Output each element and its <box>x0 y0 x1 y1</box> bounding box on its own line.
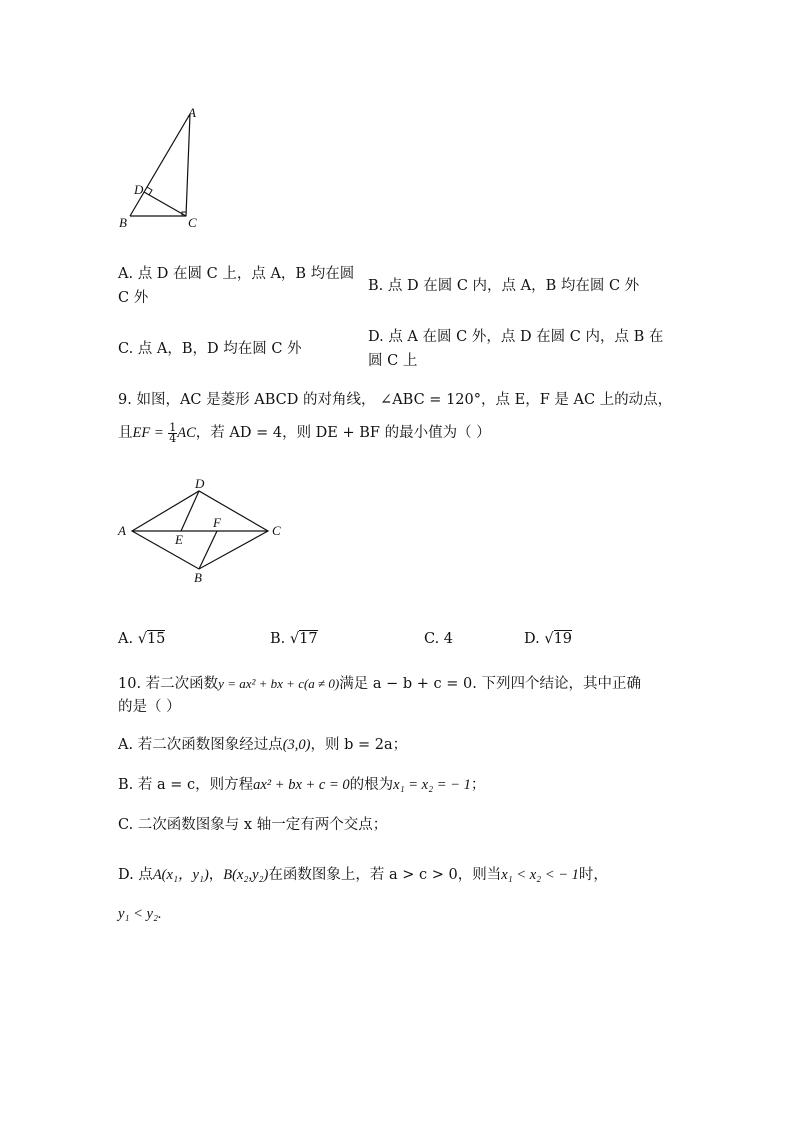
q9-ac: AC <box>177 425 196 441</box>
q9-option-c[interactable]: C. 4 <box>424 631 454 647</box>
q9-fraction: $\frac{1}{4}$ <box>169 420 177 445</box>
q8-option-a-line1[interactable]: A. 点 D 在圆 C 上，点 A，B 均在圆 <box>118 266 355 282</box>
segment-BF <box>199 531 217 569</box>
triangle-figure <box>110 100 220 235</box>
q9-stem-line1: 9. 如图，AC 是菱形 ABCD 的对角线， ∠ABC = 120°，点 E，F 是 AC 上的动点， <box>118 392 673 408</box>
label-D: D <box>195 476 205 491</box>
label-C: C <box>272 523 281 538</box>
label-D: D <box>134 182 144 197</box>
q9-ef-eq: EF = <box>132 425 164 441</box>
q10-option-c[interactable]: C. 二次函数图象与 x 轴一定有两个交点； <box>118 817 388 833</box>
sqrt-icon: √15 <box>137 631 166 647</box>
sqrt-icon: √17 <box>289 631 318 647</box>
q8-option-b[interactable]: B. 点 D 在圆 C 内，点 A，B 均在圆 C 外 <box>368 278 640 294</box>
q8-option-d-line2: 圆 C 上 <box>368 353 418 369</box>
rhombus-ABCD <box>132 491 268 569</box>
q9-option-b[interactable]: B. √17 <box>270 628 318 650</box>
q9-stem-rest: ，若 AD = 4，则 DE + BF 的最小值为（ ） <box>195 425 491 441</box>
q9-option-d[interactable]: D. √19 <box>524 628 572 650</box>
label-F: F <box>213 515 221 530</box>
q9-stem-line2 <box>118 422 491 444</box>
q10-option-d-line2: y₁ < y₂. <box>118 906 162 922</box>
q10-option-a[interactable]: A. 若二次函数图象经过点(3,0)，则 b = 2a； <box>118 737 408 753</box>
q10-stem-line1: 10. 若二次函数y = ax² + bx + c(a ≠ 0)满足 a − b + c = 0. 下列四个结论，其中正确 <box>118 676 641 692</box>
q8-option-a-line2: C 外 <box>118 290 149 306</box>
q9-and: 且 <box>118 425 133 441</box>
q10-stem-line2: 的是（ ） <box>118 699 181 715</box>
q9-option-a[interactable]: A. √15 <box>118 628 165 650</box>
label-E: E <box>175 532 183 547</box>
altitude-CD <box>144 192 186 216</box>
label-B: B <box>194 570 202 585</box>
sqrt-icon: √19 <box>544 631 573 647</box>
label-C: C <box>188 215 197 230</box>
q8-option-c[interactable]: C. 点 A，B，D 均在圆 C 外 <box>118 341 302 357</box>
edge-AC <box>186 114 190 216</box>
label-B: B <box>119 215 127 230</box>
q8-option-d-line1[interactable]: D. 点 A 在圆 C 外，点 D 在圆 C 内，点 B 在 <box>368 329 664 345</box>
label-A: A <box>118 523 126 538</box>
label-A: A <box>188 105 196 120</box>
q10-option-b[interactable]: B. 若 a = c，则方程ax² + bx + c = 0的根为x₁ = x₂ = − 1； <box>118 777 486 793</box>
rhombus-figure <box>112 472 292 592</box>
q10-option-d-line1[interactable]: D. 点A(x₁，y₁)，B(x₂,y₂)在函数图象上，若 a > c > 0，则当x₁ < x₂ < − 1时， <box>118 867 608 883</box>
